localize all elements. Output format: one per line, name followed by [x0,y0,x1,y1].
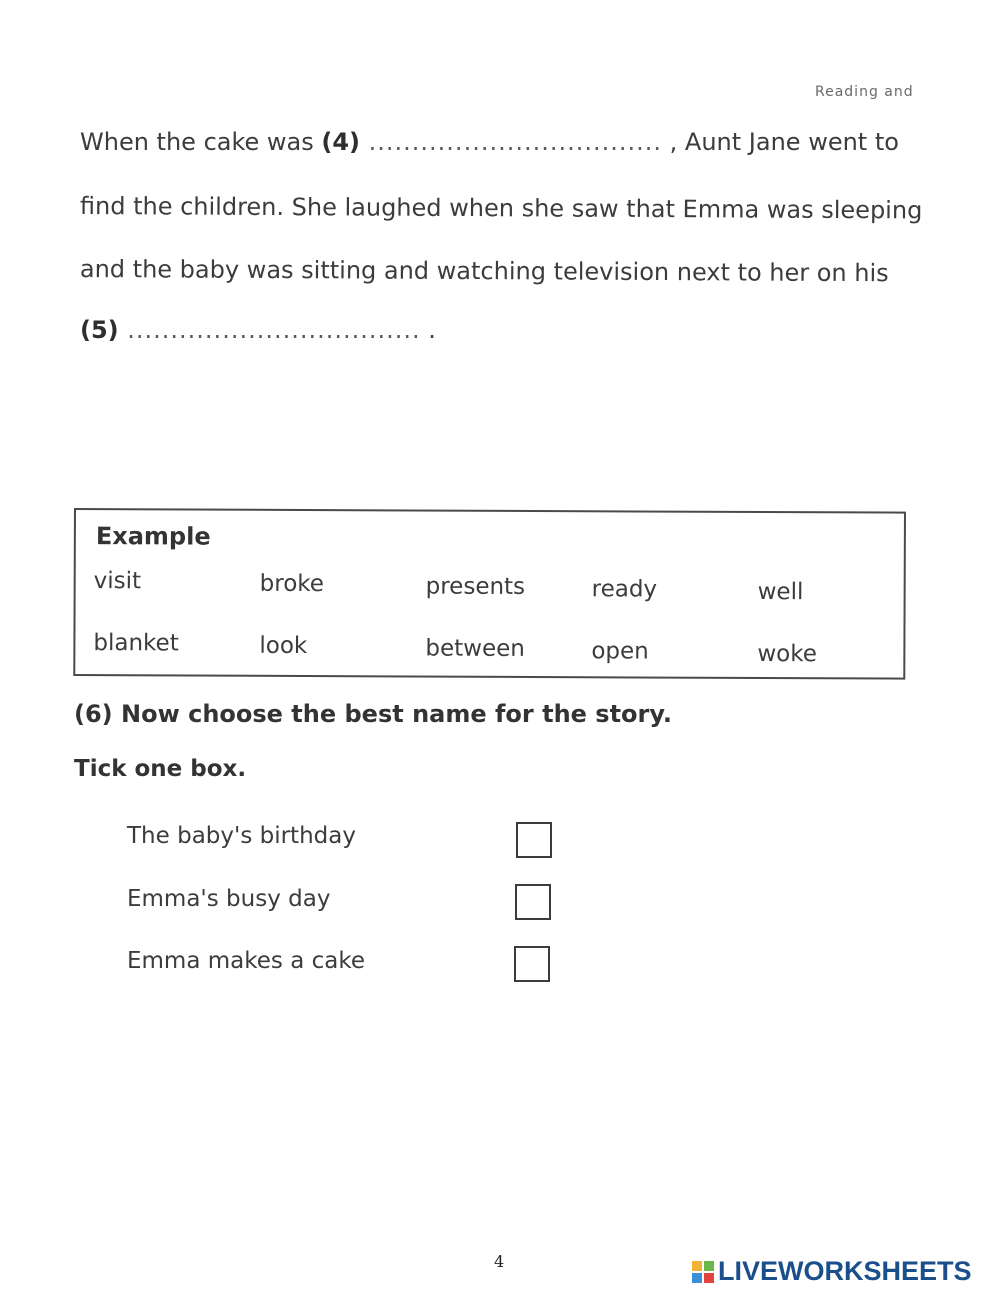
passage-text: When the cake was [80,128,322,156]
tick-box-babys-birthday[interactable] [516,822,552,858]
option-label-emmas-busy-day: Emma's busy day [127,886,331,912]
passage-line-3: and the baby was sitting and watching television next to her on his [79,255,889,288]
passage-text: . [420,316,436,344]
answer-blank-5[interactable]: .................................. [118,316,421,344]
logo-text: LIVEWORKSHEETS [718,1256,972,1286]
word-ready: ready [591,576,658,603]
tick-box-emma-makes-a-cake[interactable] [514,946,550,982]
passage-text: , Aunt Jane went to [662,128,899,156]
word-between: between [425,635,525,662]
word-look: look [259,632,308,660]
question-6-title: (6) Now choose the best name for the story. [74,700,672,728]
word-well: well [757,578,804,606]
passage-line-1 [80,128,899,156]
passage-line-4 [80,316,436,344]
page-number: 4 [494,1252,505,1271]
liveworksheets-logo[interactable] [692,1256,972,1287]
word-box [73,508,906,680]
tick-box-emmas-busy-day[interactable] [515,884,551,920]
question-number-5: (5) [80,316,119,344]
word-broke: broke [259,570,325,598]
word-visit: visit [93,568,142,595]
logo-squares-icon [692,1261,714,1283]
word-open: open [591,638,649,665]
question-number-4: (4) [321,128,361,156]
word-blanket: blanket [93,630,179,657]
option-label-emma-makes-a-cake: Emma makes a cake [127,948,365,974]
answer-blank-4[interactable]: .................................. [360,128,663,156]
word-box-title: Example [95,522,211,551]
question-6-instruction: Tick one box. [74,756,247,782]
header-fragment: Reading and [815,84,914,100]
option-label-babys-birthday: The baby's birthday [127,823,356,849]
passage-line-2: find the children. She laughed when she saw that Emma was sleeping [79,192,923,225]
word-presents: presents [425,573,526,600]
word-woke: woke [757,640,817,668]
